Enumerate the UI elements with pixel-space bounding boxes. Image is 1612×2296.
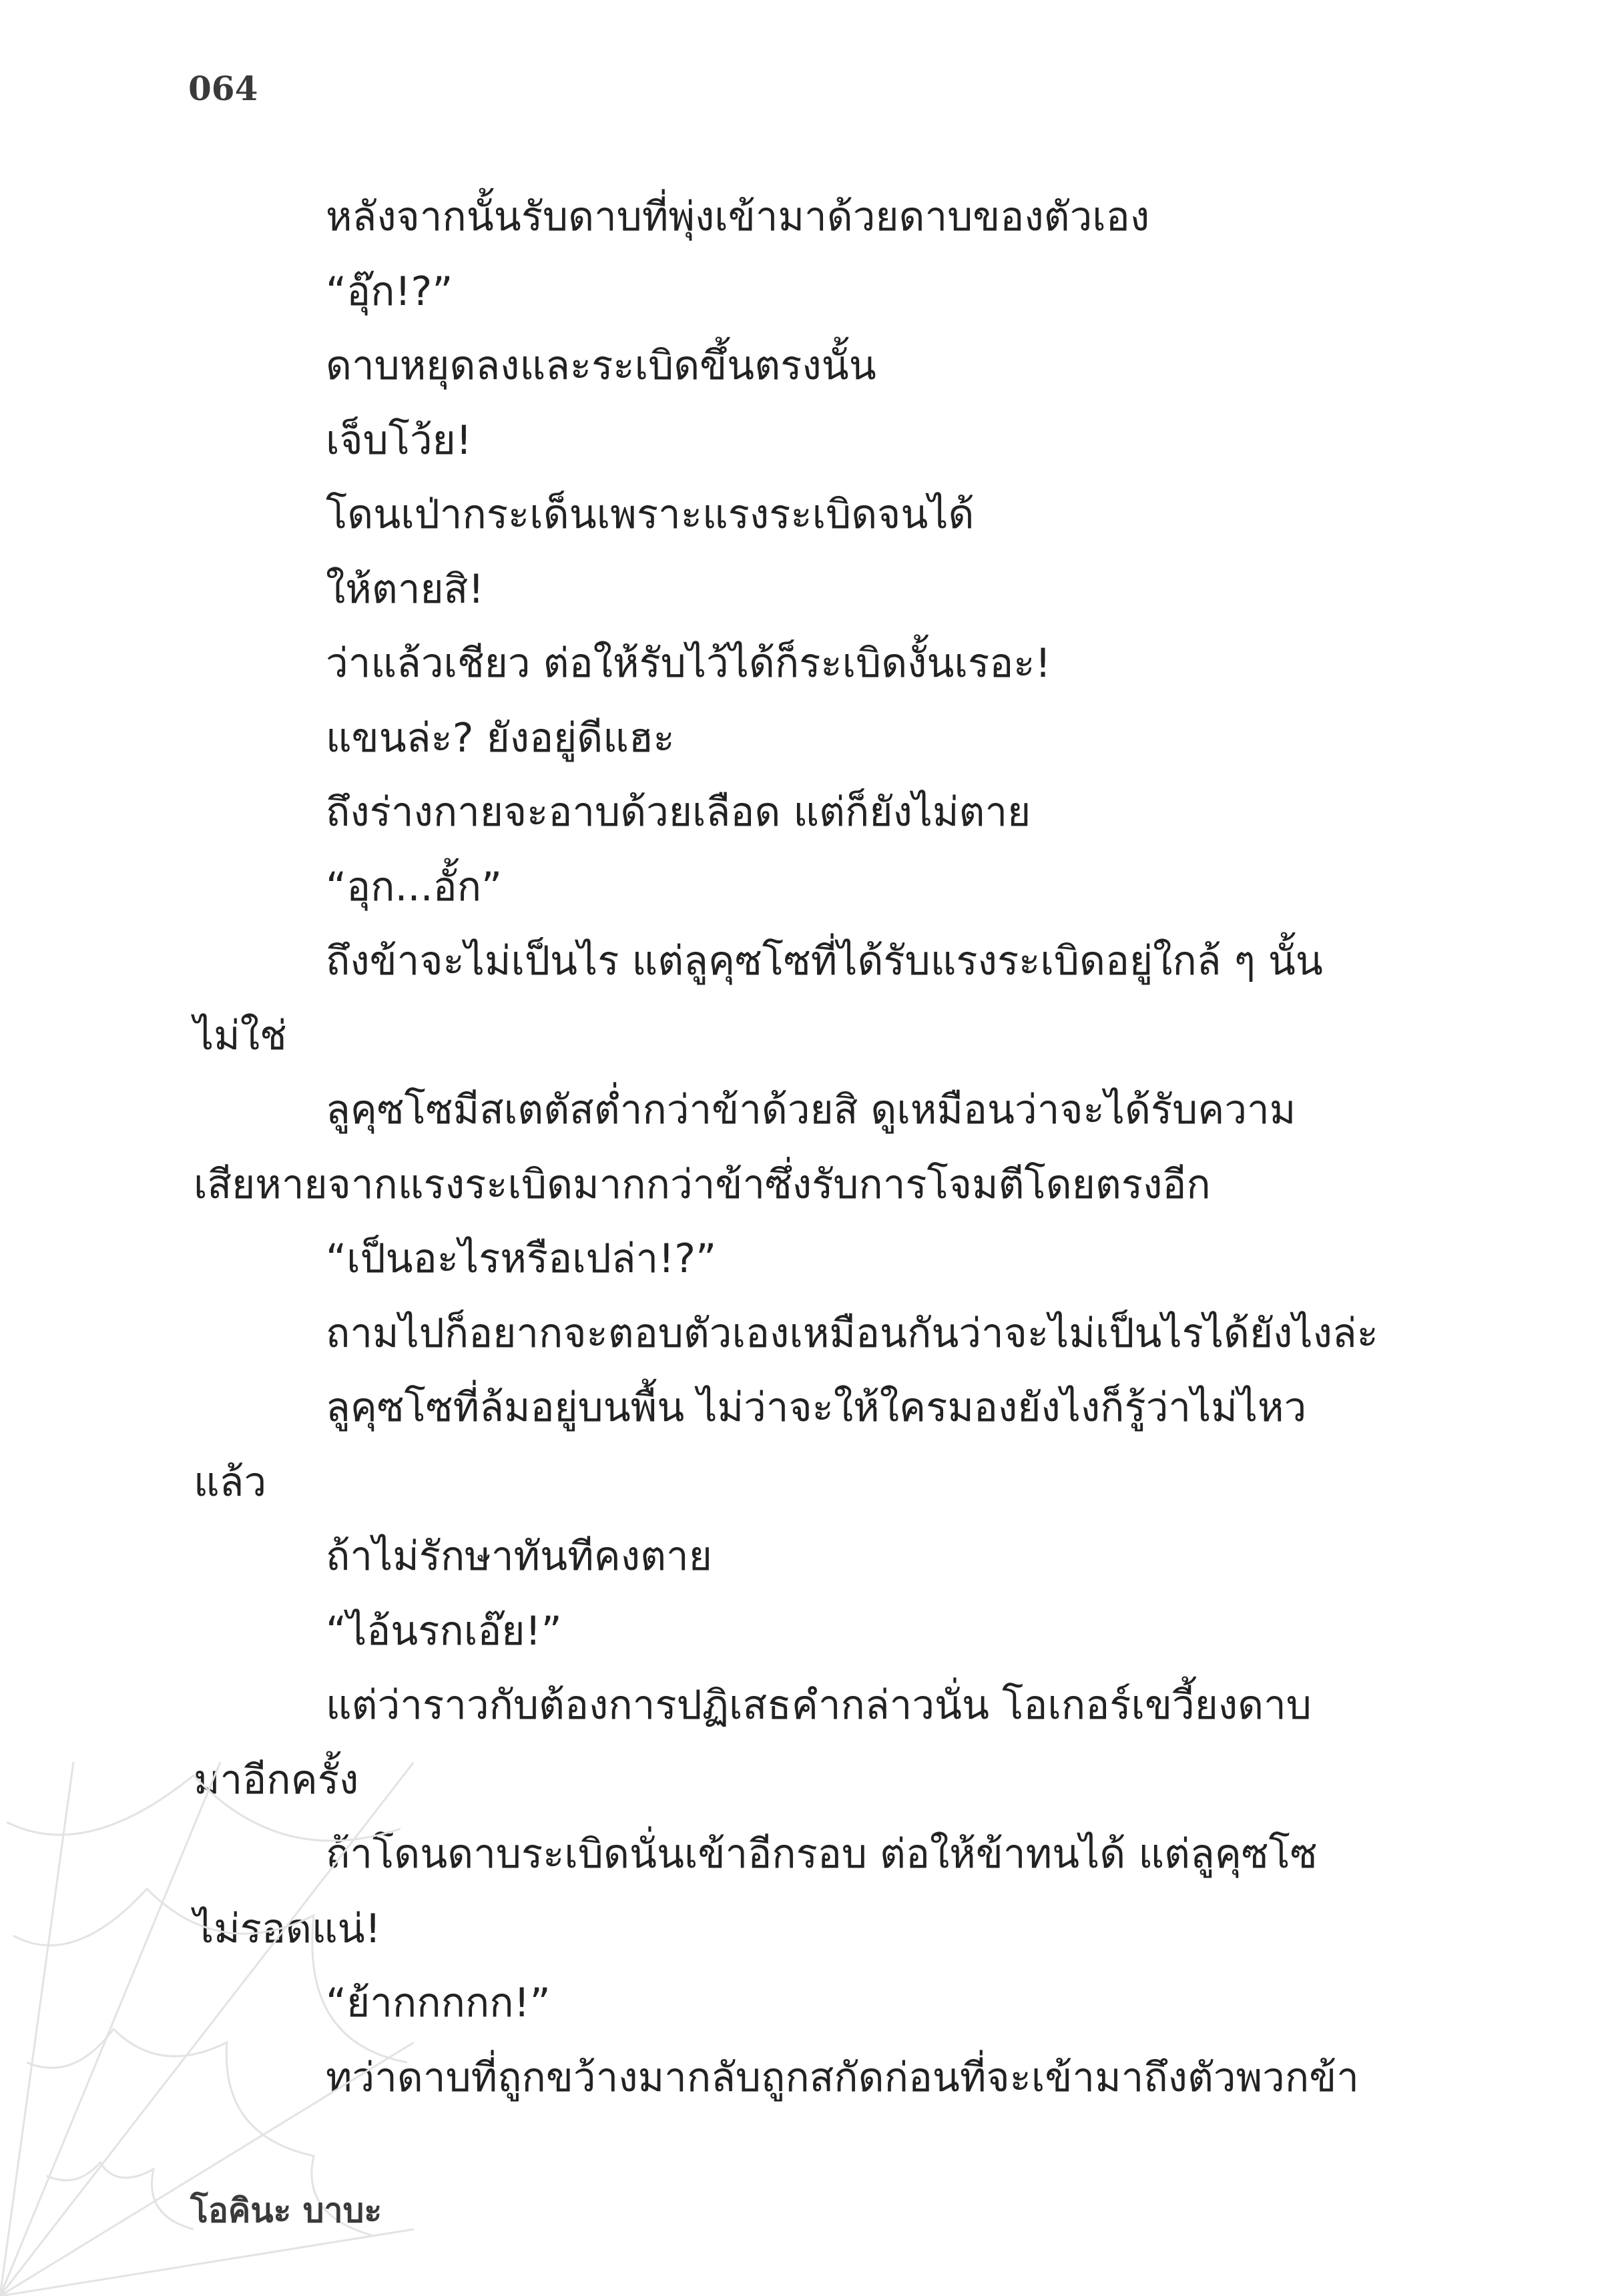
footer-author: โอคินะ บาบะ [190, 2191, 382, 2230]
text-line: “เป็นอะไรหรือเปล่า!?” [326, 1235, 717, 1282]
text-line: แต่ว่าราวกับต้องการปฏิเสธคำกล่าวนั่น โอเกอร์เขวี้ยงดาบ [326, 1682, 1312, 1729]
text-line: ไม่ใช่ [194, 1012, 287, 1059]
text-line: ลูคุซโซมีสเตตัสต่ำกว่าข้าด้วยสิ ดูเหมือนว่าจะได้รับความ [326, 1087, 1296, 1133]
text-line: ไม่รอดแน่! [194, 1905, 381, 1952]
text-line: ทว่าดาบที่ถูกขว้างมากลับถูกสกัดก่อนที่จะเข้ามาถึงตัวพวกข้า [326, 2054, 1359, 2101]
text-line: ให้ตายสิ! [326, 565, 485, 613]
text-line: แขนล่ะ? ยังอยู่ดีแฮะ [326, 714, 675, 762]
text-line: ถึงร่างกายจะอาบด้วยเลือด แต่ก็ยังไม่ตาย [326, 789, 1031, 836]
text-line: หลังจากนั้นรับดาบที่พุ่งเข้ามาด้วยดาบของตัวเอง [326, 194, 1150, 240]
text-line: “อุก...อั้ก” [326, 863, 503, 910]
text-line: “ย้ากกกกก!” [326, 1980, 551, 2026]
text-line: ถ้าโดนดาบระเบิดนั่นเข้าอีกรอบ ต่อให้ข้าทนได้ แต่ลูคุซโซ [326, 1831, 1318, 1878]
text-line: เจ็บโว้ย! [326, 416, 472, 464]
text-line: มาอีกครั้ง [194, 1756, 359, 1803]
text-line: ถึงข้าจะไม่เป็นไร แต่ลูคุซโซที่ได้รับแรงระเบิดอยู่ใกล้ ๆ นั้น [326, 938, 1323, 984]
text-line: ว่าแล้วเชียว ต่อให้รับไว้ได้ก็ระเบิดงั้นเรอะ! [326, 640, 1051, 687]
text-line: ถามไปก็อยากจะตอบตัวเองเหมือนกันว่าจะไม่เป็นไรได้ยังไงล่ะ [326, 1310, 1378, 1357]
text-line: “อุ๊ก!?” [326, 268, 453, 315]
text-line: เสียหายจากแรงระเบิดมากกว่าข้าซึ่งรับการโจมตีโดยตรงอีก [194, 1161, 1211, 1208]
text-line: ดาบหยุดลงและระเบิดขึ้นตรงนั้น [326, 342, 876, 389]
text-line: แล้ว [194, 1458, 267, 1506]
text-line: “ไอ้นรกเอ๊ย!” [326, 1607, 562, 1655]
page-number: 064 [188, 69, 258, 108]
text-line: ลูคุซโซที่ล้มอยู่บนพื้น ไม่ว่าจะให้ใครมองยังไงก็รู้ว่าไม่ไหว [326, 1384, 1307, 1431]
text-line: โดนเป่ากระเด็นเพราะแรงระเบิดจนได้ [326, 491, 975, 538]
text-line: ถ้าไม่รักษาทันทีคงตาย [326, 1533, 712, 1580]
